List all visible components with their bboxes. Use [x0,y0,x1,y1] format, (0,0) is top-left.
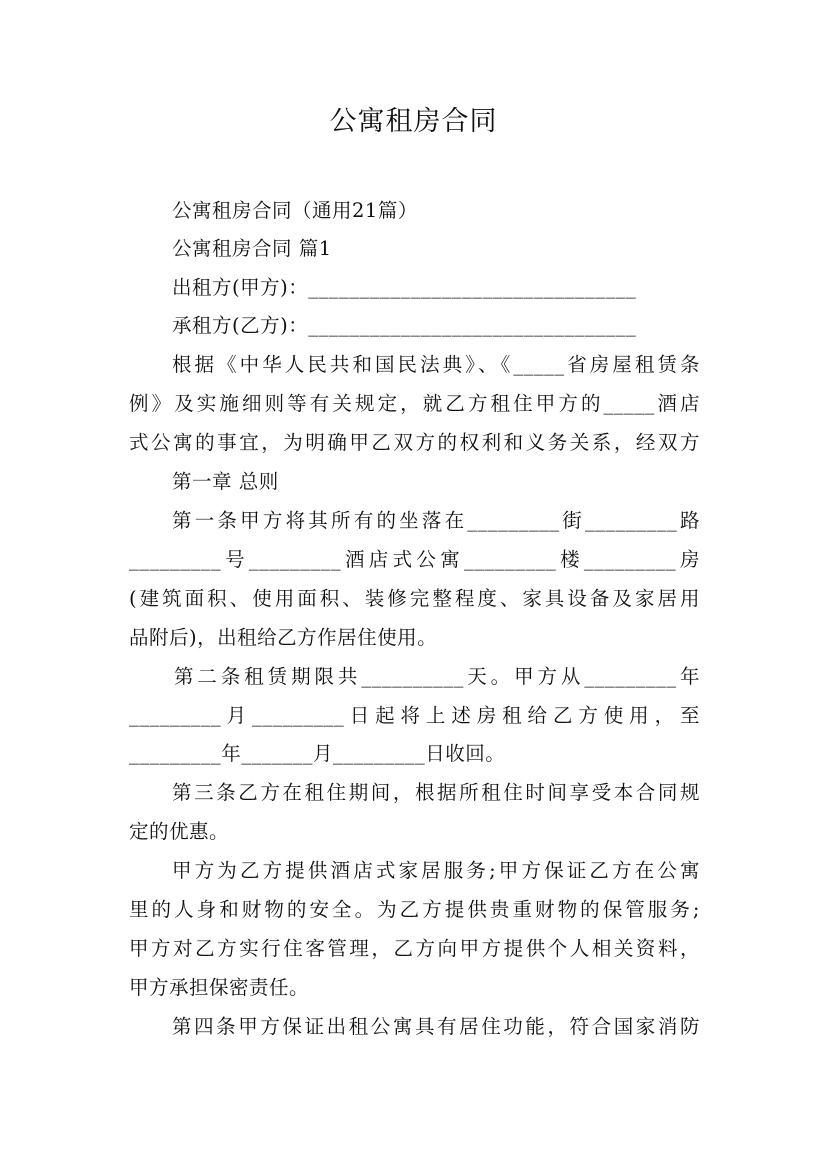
doc-line: 式公寓的事宜，为明确甲乙双方的权利和义务关系，经双方 [129,431,700,454]
doc-line: 承租方(乙方)：________________________________ [172,314,637,337]
doc-line: 甲方承担保密责任。 [129,976,310,999]
document-title: 公寓租房合同 [329,106,498,137]
doc-line: 第二条租赁期限共__________天。甲方从_________年 [174,665,700,688]
doc-line: 公寓租房合同（通用21篇） [172,199,418,222]
doc-line: 第一条甲方将其所有的坐落在_________街_________路 [172,509,700,532]
doc-line: _________号_________酒店式公寓_________楼_________房 [129,548,700,571]
doc-line: 例》及实施细则等有关规定，就乙方租住甲方的_____酒店 [129,392,700,415]
doc-line: _________月_________日起将上述房租给乙方使用，至 [129,704,700,727]
doc-line: 公寓租房合同 篇1 [172,237,332,260]
doc-line: 根据《中华人民共和国民法典》、《_____省房屋租赁条 [172,353,700,376]
doc-line: 甲方为乙方提供酒店式家居服务;甲方保证乙方在公寓 [172,859,700,882]
doc-line: (建筑面积、使用面积、装修完整程度、家具设备及家居用 [129,587,700,610]
doc-line: 第一章 总则 [172,470,279,493]
doc-line: 品附后)，出租给乙方作居住使用。 [129,626,438,649]
doc-line: 里的人身和财物的安全。为乙方提供贵重财物的保管服务; [129,898,700,921]
doc-line: 甲方对乙方实行住客管理，乙方向甲方提供个人相关资料， [129,937,700,960]
doc-line: 出租方(甲方)：________________________________ [172,276,637,299]
doc-line: _________年_______月_________日收回。 [129,742,506,765]
doc-line: 第三条乙方在租住期间，根据所租住时间享受本合同规 [172,781,700,804]
doc-line: 定的优惠。 [129,820,230,843]
doc-line: 第四条甲方保证出租公寓具有居住功能，符合国家消防 [172,1015,700,1038]
